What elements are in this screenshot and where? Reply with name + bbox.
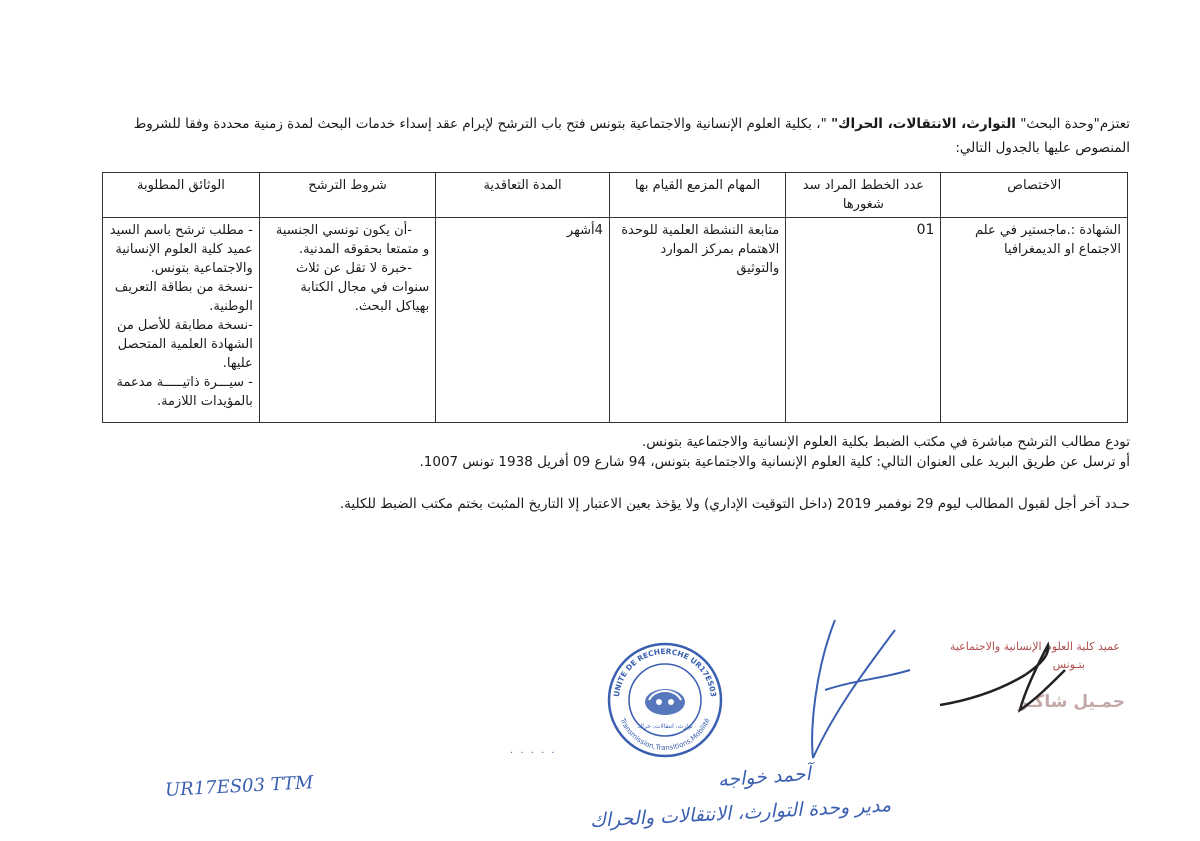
stamp-emblem-icon	[645, 689, 685, 715]
handwritten-name: آحمد خواجه	[717, 762, 812, 792]
header-positions: عدد الخطط المراد سد شغورها	[786, 173, 941, 218]
cell-conditions	[259, 218, 435, 423]
cell-specialty: الشهادة :.ماجستير في علم الاجتماع او الديمغرافيا	[941, 218, 1128, 423]
cell-duration: 4أشهر	[436, 218, 610, 423]
submission-note-mail: أو ترسل عن طريق البريد على العنوان التالي: كلية العلوم الإنسانية والاجتماعية بتونس، 94 شارع 09 أفريل 1938 تونس 1007.	[419, 454, 1130, 470]
header-specialty: الاختصاص	[941, 173, 1128, 218]
table-row	[103, 218, 1128, 423]
dean-stamp-title: عميد كلية العلوم الإنسانية والاجتماعية	[949, 640, 1120, 653]
condition-item: - أن يكون تونسي الجنسية و متمتعا بحقوقه المدنية.	[266, 221, 429, 259]
document-item: - سيـــرة ذاتيـــــة مدعمة بالمؤيدات اللازمة.	[116, 375, 253, 409]
submission-notes	[70, 432, 1130, 472]
research-unit-name: التوارث، الانتقالات، الحراك"	[831, 116, 1016, 132]
dean-stamp-city: بتـونس	[1052, 658, 1085, 671]
intro-line-2: المنصوص عليها بالجدول التالي:	[955, 140, 1130, 156]
condition-item: - خبرة لا تقل عن ثلاث سنوات في مجال الكتابة بهياكل البحث.	[266, 259, 429, 316]
stamp-top-text: UNITE DE RECHERCHE UR17ES03	[612, 646, 718, 698]
cell-tasks: متابعة النشطة العلمية للوحدة الاهتمام بمركز الموارد والتوثيق	[609, 218, 785, 423]
research-unit-stamp	[605, 640, 725, 760]
black-signature	[930, 630, 1070, 720]
intro-part-1: تعتزم"وحدة البحث"	[1020, 116, 1130, 132]
stamp-arabic-text: توارث، انتقالات، حراك	[637, 723, 693, 730]
header-tasks: المهام المزمع القيام بها	[609, 173, 785, 218]
header-documents: الوثائق المطلوبة	[103, 173, 260, 218]
cell-documents	[103, 218, 260, 423]
header-conditions: شروط الترشح	[259, 173, 435, 218]
positions-table	[102, 172, 1128, 423]
handwriting-dots: . . . . .	[510, 745, 557, 756]
cell-positions: 01	[786, 218, 941, 423]
document-item: - مطلب ترشح باسم السيد عميد كلية العلوم الإنسانية والاجتماعية بتونس.	[109, 223, 253, 276]
table-header-row	[103, 173, 1128, 218]
handwritten-unit-code: UR17ES03 TTM	[164, 772, 314, 801]
intro-line-1	[70, 112, 1130, 136]
deadline-note: حـدد آخر أجل لقبول المطالب ليوم 29 نوفمبر 2019 (داخل التوقيت الإداري) ولا يؤخذ بعين الاعتبار إلا التاريخ المثبت بختم مكتب الضبط للكلية.	[339, 496, 1130, 512]
dean-stamp-name: حمـيل شاكـر	[1018, 692, 1125, 712]
handwritten-title: مدير وحدة التوارث، الانتقالات والحراك	[589, 794, 892, 832]
document-item: -نسخة من بطاقة التعريف الوطنية.	[114, 280, 253, 314]
intro-paragraph	[70, 112, 1130, 160]
submission-note-direct: تودع مطالب الترشح مباشرة في مكتب الضبط بكلية العلوم الإنسانية والاجتماعية بتونس.	[642, 434, 1130, 450]
document-item: -نسخة مطابقة للأصل من الشهادة العلمية المتحصل عليها.	[116, 318, 253, 371]
stamp-bottom-text: Transmission,Transitions,Mobilité	[618, 716, 712, 753]
blue-signature	[795, 610, 915, 760]
header-duration: المدة التعاقدية	[436, 173, 610, 218]
intro-part-2: "، بكلية العلوم الإنسانية والاجتماعية بتونس فتح باب الترشح لإبرام عقد إسداء خدمات البحث لمدة زمنية محددة وفقا للشروط	[133, 116, 827, 132]
